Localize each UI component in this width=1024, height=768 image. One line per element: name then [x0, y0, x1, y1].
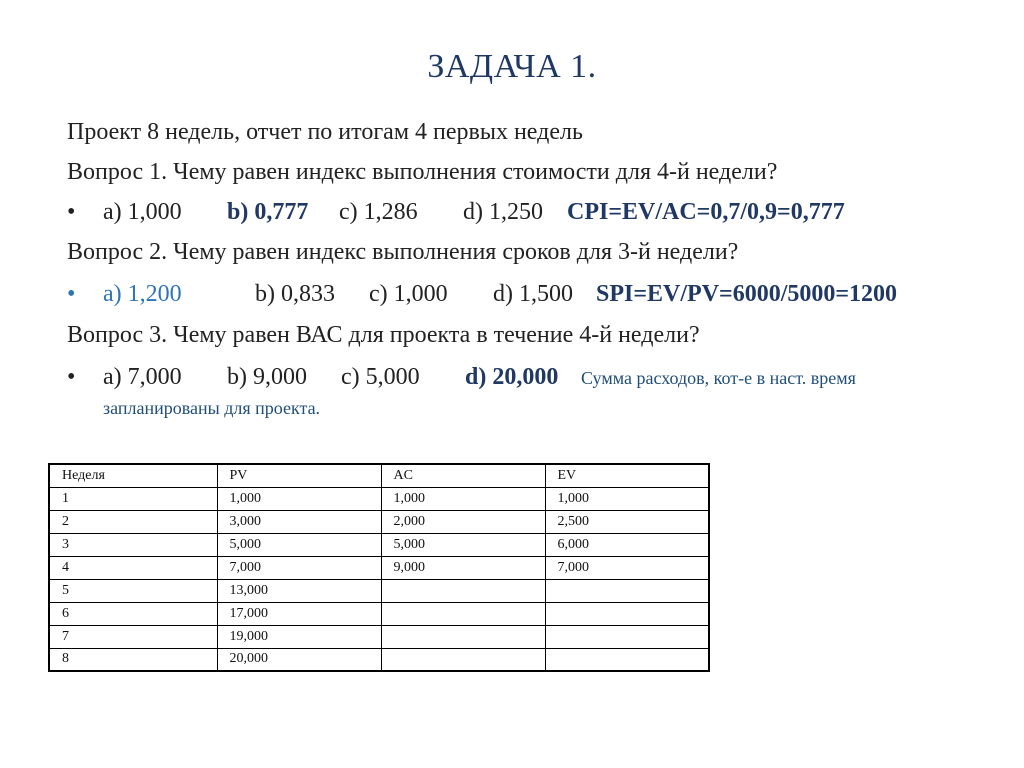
- table-cell: 1: [49, 487, 217, 510]
- table-cell: PV: [217, 464, 381, 487]
- q3-option-d: d) 20,000: [465, 364, 559, 390]
- table-row: [49, 533, 709, 556]
- table-row: [49, 556, 709, 579]
- intro-text: Проект 8 недель, отчет по итогам 4 первых недель: [67, 119, 583, 145]
- q3-note-line1: Сумма расходов, кот-е в наст. время: [581, 368, 856, 388]
- table-row: [49, 487, 709, 510]
- table-cell: 5,000: [217, 533, 381, 556]
- table-cell: 6,000: [545, 533, 709, 556]
- table-cell: 7,000: [545, 556, 709, 579]
- table-cell: 4: [49, 556, 217, 579]
- bullet-q2: •: [67, 281, 76, 307]
- options-q3: [103, 362, 856, 393]
- table-row: [49, 648, 709, 671]
- options-q2: [103, 279, 897, 309]
- table-cell: 3,000: [217, 510, 381, 533]
- table-cell: 2,500: [545, 510, 709, 533]
- q1-option-c: с) 1,286: [339, 199, 418, 225]
- table-cell: 7: [49, 625, 217, 648]
- table-cell: 1,000: [217, 487, 381, 510]
- table-cell: 5: [49, 579, 217, 602]
- table-row: [49, 579, 709, 602]
- table-cell: 1,000: [381, 487, 545, 510]
- q2-answer: SPI=EV/PV=6000/5000=1200: [596, 281, 898, 307]
- table-cell: 20,000: [217, 648, 381, 671]
- table-cell: 3: [49, 533, 217, 556]
- q2-option-c: с) 1,000: [369, 281, 448, 307]
- table-header-row: [49, 464, 709, 487]
- data-table: [48, 463, 710, 672]
- table-row: [49, 625, 709, 648]
- table-cell: [381, 602, 545, 625]
- table-cell: AC: [381, 464, 545, 487]
- q3-option-c: с) 5,000: [341, 364, 420, 390]
- table-cell: [545, 602, 709, 625]
- table-row: [49, 510, 709, 533]
- bullet-q1: •: [67, 199, 76, 225]
- table-cell: Неделя: [49, 464, 217, 487]
- table-cell: 5,000: [381, 533, 545, 556]
- table-cell: 7,000: [217, 556, 381, 579]
- table-cell: 9,000: [381, 556, 545, 579]
- q1-option-b: b) 0,777: [227, 199, 309, 225]
- table-cell: [545, 579, 709, 602]
- table-cell: 8: [49, 648, 217, 671]
- question-1: Вопрос 1. Чему равен индекс выполнения стоимости для 4-й недели?: [67, 159, 778, 185]
- q1-option-a: а) 1,000: [103, 199, 182, 225]
- table-cell: [545, 648, 709, 671]
- q2-option-d: d) 1,500: [493, 281, 573, 307]
- table-cell: [381, 625, 545, 648]
- slide-title: ЗАДАЧА 1.: [427, 48, 597, 85]
- table-cell: [545, 625, 709, 648]
- table-cell: EV: [545, 464, 709, 487]
- options-q1: [103, 197, 845, 227]
- question-3: Вопрос 3. Чему равен ВАС для проекта в течение 4-й недели?: [67, 322, 700, 348]
- q1-answer: CPI=EV/AC=0,7/0,9=0,777: [567, 199, 845, 225]
- table-cell: 6: [49, 602, 217, 625]
- question-2: Вопрос 2. Чему равен индекс выполнения сроков для 3-й недели?: [67, 239, 739, 265]
- table-cell: [381, 648, 545, 671]
- q3-option-b: b) 9,000: [227, 364, 307, 390]
- q2-option-a: a) 1,200: [103, 281, 182, 307]
- table-cell: 1,000: [545, 487, 709, 510]
- table-cell: 2,000: [381, 510, 545, 533]
- table-cell: 2: [49, 510, 217, 533]
- q1-option-d: d) 1,250: [463, 199, 543, 225]
- table-cell: 13,000: [217, 579, 381, 602]
- table-cell: [381, 579, 545, 602]
- q3-option-a: a) 7,000: [103, 364, 182, 390]
- table-row: [49, 602, 709, 625]
- q2-option-b: b) 0,833: [255, 281, 335, 307]
- bullet-q3: •: [67, 364, 76, 390]
- q3-note-line2: запланированы для проекта.: [103, 398, 321, 418]
- table-cell: 17,000: [217, 602, 381, 625]
- table-cell: 19,000: [217, 625, 381, 648]
